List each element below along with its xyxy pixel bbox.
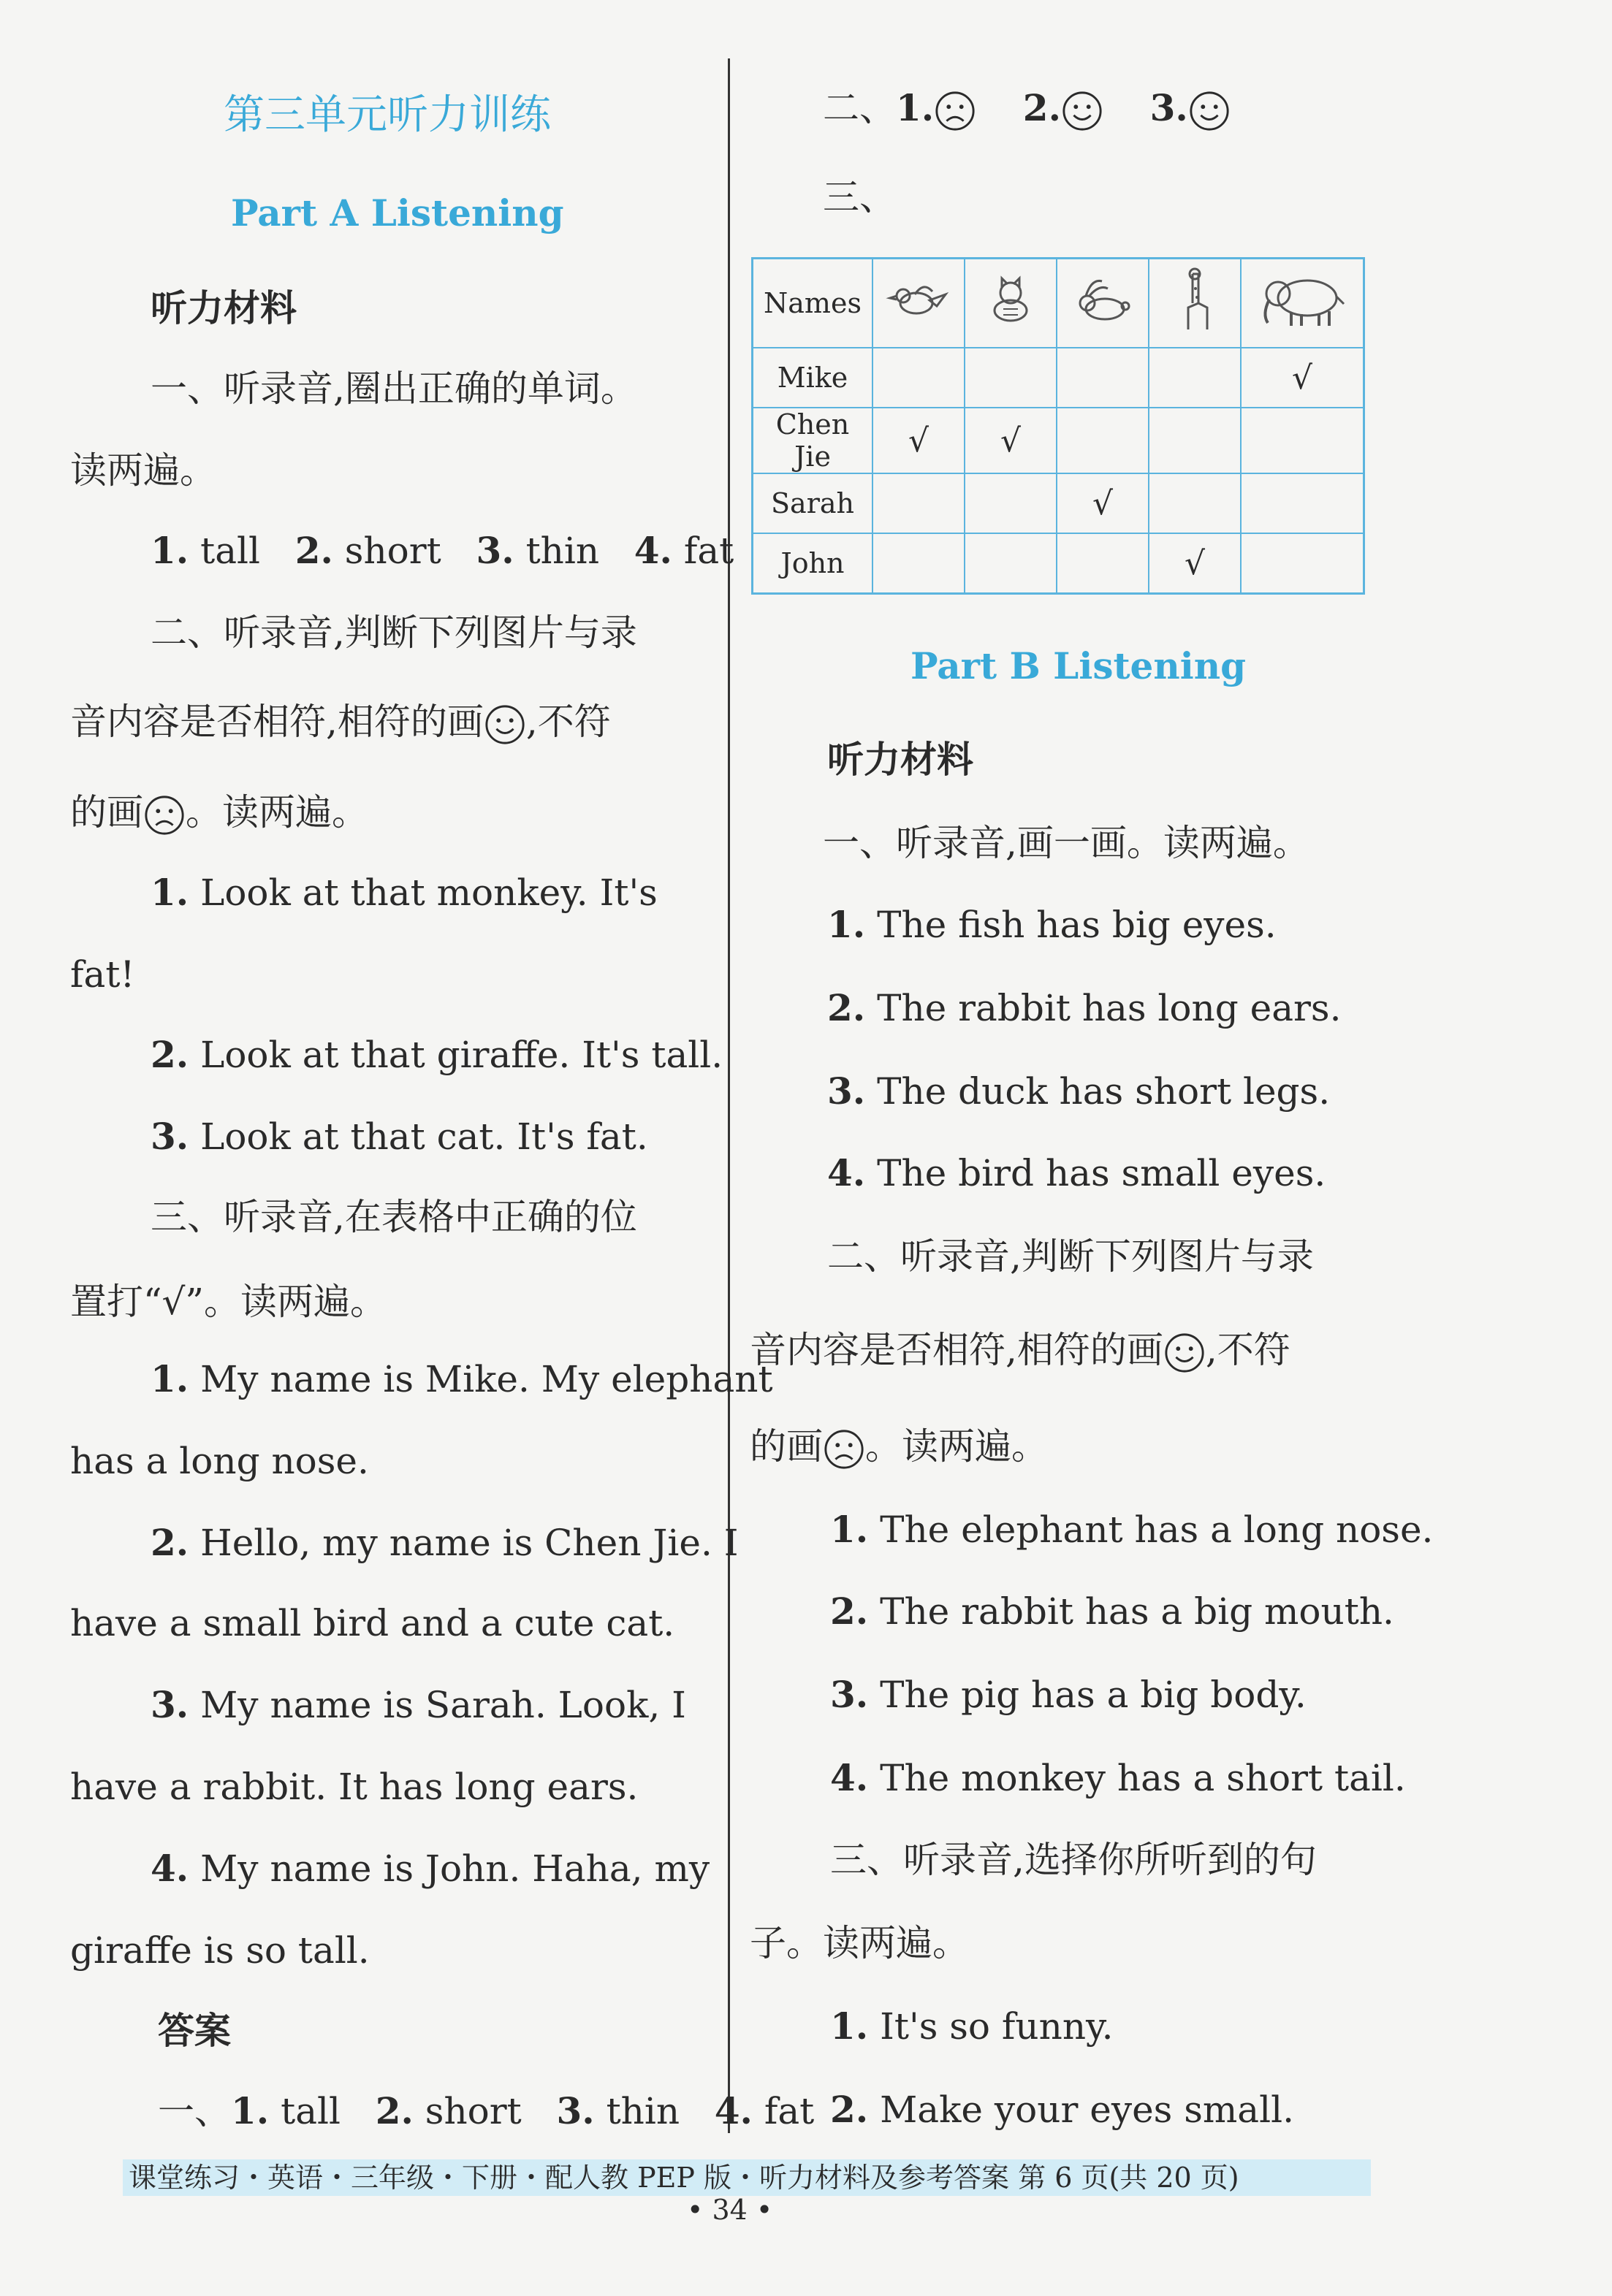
item-number: 1. bbox=[151, 1357, 189, 1400]
item-number: 2. bbox=[830, 2088, 869, 2131]
text: 的画 bbox=[70, 791, 143, 834]
item-number: 3. bbox=[827, 1069, 866, 1113]
footer-bar: 课堂练习・英语・三年级・下册・配人教 PEP 版・听力材料及参考答案 第 6 页(共 20 页) bbox=[123, 2159, 1371, 2196]
word: thin bbox=[525, 530, 600, 572]
section-number: 一、 bbox=[158, 2090, 231, 2132]
check-cell: √ bbox=[965, 408, 1057, 473]
item-number: 2. bbox=[294, 529, 333, 572]
check-cell bbox=[1149, 348, 1241, 408]
partb-section2-instruction-cont bbox=[750, 1328, 1290, 1374]
rabbit-icon bbox=[1057, 259, 1149, 348]
check-cell: √ bbox=[1241, 348, 1364, 408]
partb-section1-item-4 bbox=[827, 1151, 1326, 1195]
check-cell bbox=[1241, 408, 1364, 473]
sentence: The monkey has a short tail. bbox=[880, 1757, 1406, 1799]
bird-icon bbox=[872, 259, 965, 348]
sad-face-icon bbox=[143, 794, 186, 836]
sentence: The elephant has a long nose. bbox=[880, 1509, 1434, 1551]
item-number: 2. bbox=[375, 2089, 414, 2132]
item-number: 2. bbox=[830, 1590, 869, 1633]
part-a-heading: Part A Listening bbox=[231, 191, 564, 234]
partb-section2-item-2 bbox=[830, 1590, 1394, 1633]
item-number: 2. bbox=[827, 986, 866, 1029]
check-cell bbox=[1149, 473, 1241, 533]
answer: short bbox=[425, 2090, 522, 2132]
item-number: 1. bbox=[827, 903, 866, 946]
row-name: John bbox=[753, 533, 873, 594]
row-name: Mike bbox=[753, 348, 873, 408]
section3-item-2 bbox=[151, 1521, 739, 1565]
section3-item-4-cont: giraffe is so tall. bbox=[70, 1929, 370, 1972]
partb-section1-item-1 bbox=[827, 903, 1277, 947]
table-header-row bbox=[753, 259, 1364, 348]
item-number: 3. bbox=[556, 2089, 595, 2132]
check-cell bbox=[965, 348, 1057, 408]
names-header: Names bbox=[753, 259, 873, 348]
section3-item-2-cont: have a small bird and a cute cat. bbox=[70, 1602, 675, 1644]
part-b-heading: Part B Listening bbox=[910, 644, 1247, 687]
check-cell bbox=[1057, 348, 1149, 408]
item-number: 3. bbox=[830, 1673, 869, 1716]
happy-face-icon bbox=[484, 703, 526, 746]
section2-instruction-end bbox=[70, 790, 368, 836]
section2-instruction-cont bbox=[70, 700, 611, 746]
check-cell: √ bbox=[1149, 533, 1241, 594]
word: short bbox=[344, 530, 441, 572]
sentence: My name is John. Haha, my bbox=[200, 1847, 710, 1890]
table-row bbox=[753, 533, 1364, 594]
partb-section2-item-4 bbox=[830, 1756, 1406, 1800]
answer-table bbox=[751, 257, 1365, 595]
section1-words bbox=[151, 529, 734, 573]
item-number: 3. bbox=[1149, 86, 1188, 129]
item-number: 1. bbox=[830, 1508, 869, 1551]
section2-item-3 bbox=[151, 1115, 648, 1159]
partb-section3-instruction: 三、听录音,选择你所听到的句 bbox=[830, 1839, 1317, 1881]
word: fat bbox=[683, 530, 734, 572]
item-number: 2. bbox=[151, 1033, 189, 1076]
partb-section2-instruction-end bbox=[750, 1424, 1048, 1471]
item-number: 4. bbox=[634, 529, 672, 572]
sentence: The duck has short legs. bbox=[877, 1070, 1331, 1113]
sentence: My name is Sarah. Look, I bbox=[200, 1684, 686, 1726]
material-heading: 听力材料 bbox=[827, 739, 973, 781]
word: tall bbox=[200, 530, 260, 572]
sentence: The pig has a big body. bbox=[880, 1674, 1307, 1716]
page-title: 第三单元听力训练 bbox=[224, 91, 551, 139]
item-number: 1. bbox=[151, 871, 189, 914]
sentence: Look at that cat. It's fat. bbox=[200, 1115, 648, 1158]
partb-section1-instruction: 一、听录音,画一画。读两遍。 bbox=[823, 822, 1309, 864]
row-name: Sarah bbox=[753, 473, 873, 533]
section3-item-4 bbox=[151, 1847, 710, 1891]
happy-face-icon bbox=[1061, 90, 1103, 132]
section3-item-3-cont: have a rabbit. It has long ears. bbox=[70, 1766, 639, 1808]
partb-section2-instruction: 二、听录音,判断下列图片与录 bbox=[827, 1235, 1314, 1278]
item-number: 1. bbox=[151, 529, 189, 572]
section2-instruction: 二、听录音,判断下列图片与录 bbox=[151, 611, 637, 654]
sentence: Hello, my name is Chen Jie. I bbox=[200, 1522, 739, 1564]
text: 音内容是否相符,相符的画 bbox=[70, 701, 484, 743]
partb-section2-item-1 bbox=[830, 1508, 1433, 1552]
happy-face-icon bbox=[1188, 90, 1231, 132]
sentence: Look at that giraffe. It's tall. bbox=[200, 1034, 723, 1076]
section2-item-2 bbox=[151, 1033, 723, 1077]
item-number: 1. bbox=[830, 2005, 869, 2048]
table-row bbox=[753, 348, 1364, 408]
answer: tall bbox=[281, 2090, 341, 2132]
section-number: 二、 bbox=[823, 87, 896, 129]
sentence: My name is Mike. My elephant bbox=[200, 1358, 773, 1400]
elephant-icon bbox=[1241, 259, 1364, 348]
item-number: 1. bbox=[896, 86, 935, 129]
giraffe-icon bbox=[1149, 259, 1241, 348]
text: 的画 bbox=[750, 1425, 823, 1468]
section3-instruction: 三、听录音,在表格中正确的位 bbox=[151, 1196, 637, 1238]
text: 音内容是否相符,相符的画 bbox=[750, 1329, 1163, 1371]
partb-section2-item-3 bbox=[830, 1673, 1307, 1717]
partb-section3-item-1 bbox=[830, 2005, 1114, 2048]
section3-instruction-cont: 置打“√”。读两遍。 bbox=[70, 1281, 387, 1323]
sentence: The fish has big eyes. bbox=[877, 904, 1277, 946]
partb-section1-item-3 bbox=[827, 1069, 1330, 1113]
item-number: 4. bbox=[830, 1756, 869, 1799]
item-number: 2. bbox=[151, 1521, 189, 1564]
check-cell bbox=[872, 348, 965, 408]
sentence: Make your eyes small. bbox=[880, 2089, 1294, 2131]
item-number: 4. bbox=[151, 1847, 189, 1890]
section3-item-1-cont: has a long nose. bbox=[70, 1440, 369, 1482]
check-cell bbox=[1057, 533, 1149, 594]
item-number: 1. bbox=[231, 2089, 270, 2132]
text: 。读两遍。 bbox=[186, 791, 368, 834]
check-cell bbox=[872, 473, 965, 533]
answer-heading: 答案 bbox=[158, 2010, 231, 2052]
check-cell bbox=[1149, 408, 1241, 473]
item-number: 4. bbox=[714, 2089, 753, 2132]
section1-instruction-cont: 读两遍。 bbox=[70, 449, 216, 492]
sentence: It's so funny. bbox=[880, 2005, 1114, 2048]
sentence: The bird has small eyes. bbox=[877, 1152, 1326, 1194]
happy-face-icon bbox=[1163, 1332, 1206, 1374]
answer: thin bbox=[606, 2090, 680, 2132]
item-number: 3. bbox=[151, 1683, 189, 1726]
item-number: 3. bbox=[151, 1115, 189, 1158]
section3-item-3 bbox=[151, 1683, 686, 1727]
check-cell: √ bbox=[872, 408, 965, 473]
check-cell bbox=[1241, 473, 1364, 533]
section2-item-1-cont: fat! bbox=[70, 953, 135, 996]
cat-icon bbox=[965, 259, 1057, 348]
check-cell bbox=[1057, 408, 1149, 473]
section1-instruction: 一、听录音,圈出正确的单词。 bbox=[151, 367, 637, 410]
check-cell: √ bbox=[1057, 473, 1149, 533]
check-cell bbox=[872, 533, 965, 594]
sentence: The rabbit has long ears. bbox=[877, 987, 1342, 1029]
sad-face-icon bbox=[823, 1428, 865, 1471]
page-number: • 34 • bbox=[687, 2194, 773, 2226]
item-number: 3. bbox=[476, 529, 514, 572]
text: ,不符 bbox=[525, 701, 611, 743]
answer-section-1 bbox=[158, 2089, 814, 2133]
partb-section3-item-2 bbox=[830, 2088, 1294, 2132]
sentence: The rabbit has a big mouth. bbox=[880, 1590, 1394, 1633]
answer: fat bbox=[764, 2090, 815, 2132]
text: 。读两遍。 bbox=[865, 1425, 1048, 1468]
answer-section-2 bbox=[823, 86, 1231, 132]
table-row bbox=[753, 473, 1364, 533]
check-cell bbox=[1241, 533, 1364, 594]
row-name: Chen Jie bbox=[753, 408, 873, 473]
check-cell bbox=[965, 473, 1057, 533]
sentence: Look at that monkey. It's bbox=[200, 872, 658, 914]
table-row bbox=[753, 408, 1364, 473]
text: ,不符 bbox=[1205, 1329, 1290, 1371]
section2-item-1 bbox=[151, 871, 658, 915]
column-divider bbox=[728, 58, 730, 2133]
section3-item-1 bbox=[151, 1357, 773, 1401]
material-heading: 听力材料 bbox=[151, 287, 297, 329]
item-number: 2. bbox=[1022, 86, 1061, 129]
answer-section-3-label: 三、 bbox=[823, 176, 896, 218]
partb-section3-instruction-cont: 子。读两遍。 bbox=[750, 1922, 969, 1964]
item-number: 4. bbox=[827, 1151, 866, 1194]
check-cell bbox=[965, 533, 1057, 594]
sad-face-icon bbox=[934, 90, 976, 132]
partb-section1-item-2 bbox=[827, 986, 1341, 1030]
